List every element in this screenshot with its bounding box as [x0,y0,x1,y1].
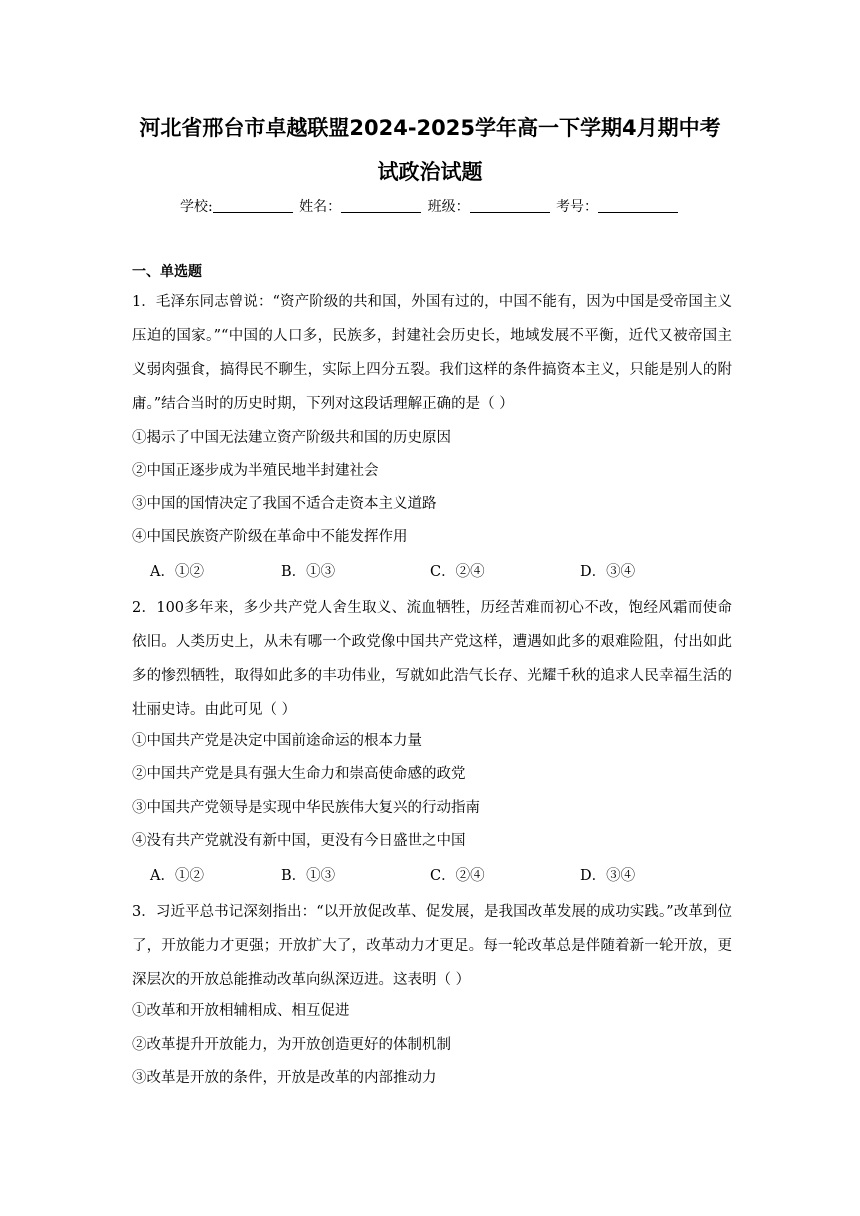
question-1-option-d: D．③④ [580,564,636,580]
page-title-line-2: 试政治试题 [377,160,483,184]
question-3-statement-1: ①改革和开放相辅相成、相互促进 [132,1003,350,1019]
page-title-line-1: 河北省邢台市卓越联盟2024-2025学年高一下学期4月期中考 [139,116,721,140]
question-3-statement-3: ③改革是开放的条件，开放是改革的内部推动力 [132,1070,437,1086]
question-2-option-c: C．②④ [430,868,485,884]
question-1-statement-2: ②中国正逐步成为半殖民地半封建社会 [132,463,379,479]
section-title: 一、单选题 [132,264,202,280]
name-blank [341,198,421,213]
question-1-option-b: B．①③ [281,564,336,580]
question-2-statement-1: ①中国共产党是决定中国前途命运的根本力量 [132,733,422,749]
question-2-statement-4: ④没有共产党就没有新中国，更没有今日盛世之中国 [132,833,466,849]
question-2-option-b: B．①③ [281,868,336,884]
question-1-statement-3: ③中国的国情决定了我国不适合走资本主义道路 [132,496,437,512]
question-3-stem: 3．习近平总书记深刻指出：“以开放促改革、促发展，是我国改革发展的成功实践。”改革到位了，开放能力才更强；开放扩大了，改革动力才更足。每一轮改革总是伴随着新一轮开放，更深层次的开放总能推动改革向纵深迈进。这表明（ ） [132,904,732,988]
question-1-statement-1: ①揭示了中国无法建立资产阶级共和国的历史原因 [132,430,451,446]
class-blank [470,198,550,213]
school-blank [213,198,293,213]
question-1-option-a: A．①② [150,564,204,580]
exam-no-label: 考号： [556,199,599,215]
school-label: 学校: [179,199,213,215]
question-2-option-a: A．①② [150,868,204,884]
exam-no-blank [598,198,678,213]
question-1-statement-4: ④中国民族资产阶级在革命中不能发挥作用 [132,529,408,545]
question-2-option-d: D．③④ [580,868,636,884]
question-2-statement-2: ②中国共产党是具有强大生命力和崇高使命感的政党 [132,766,466,782]
question-1-option-c: C．②④ [430,564,485,580]
question-3-statement-2: ②改革提升开放能力，为开放创造更好的体制机制 [132,1037,451,1053]
question-2-statement-3: ③中国共产党领导是实现中华民族伟大复兴的行动指南 [132,800,480,816]
question-2-stem: 2．100多年来，多少共产党人舍生取义、流血牺牲，历经苦难而初心不改，饱经风霜而使命依旧。人类历史上，从未有哪一个政党像中国共产党这样，遭遇如此多的艰难险阻，付出如此多的惨烈牺牲，取得如此多的丰功伟业，写就如此浩气长存、光耀千秋的追求人民幸福生活的壮丽史诗。由此可见（ ） [132,600,732,718]
name-label: 姓名： [299,199,342,215]
student-info-row [0,197,860,217]
class-label: 班级： [427,199,470,215]
question-1-stem: 1．毛泽东同志曾说：“资产阶级的共和国，外国有过的，中国不能有，因为中国是受帝国主义压迫的国家。”“中国的人口多，民族多，封建社会历史长，地域发展不平衡，近代又被帝国主义弱肉强食，搞得民不聊生，实际上四分五裂。我们这样的条件搞资本主义，只能是别人的附庸。”结合当时的历史时期，下列对这段话理解正确的是（ ） [132,294,732,412]
